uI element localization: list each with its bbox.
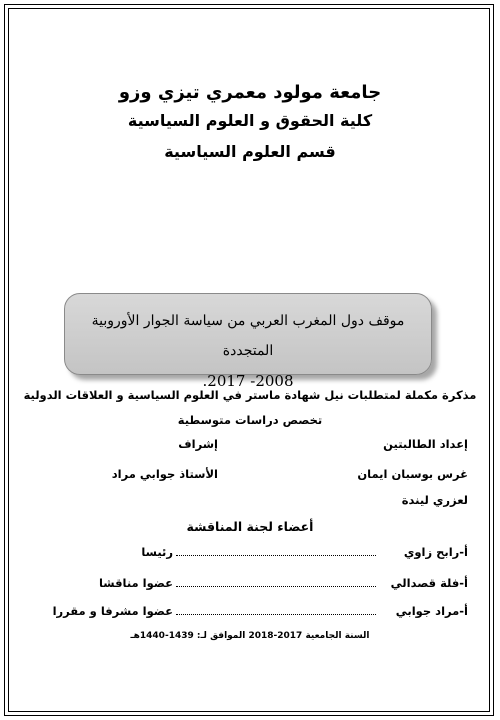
thesis-title-years: 2008- 2017. [202,372,294,390]
specialization: تخصص دراسات متوسطية [177,413,323,427]
committee-member-name: أ-رابح زاوي [403,545,468,559]
student-name-1: غرس بوسبان ايمان [357,467,468,481]
dotted-leader [176,555,376,556]
thesis-title-box [64,293,432,390]
student-name-2: لعزري ليندة [401,493,468,507]
committee-member-name: أ-مراد جوابي [395,604,468,618]
department-name: قسم العلوم السياسية [164,142,336,161]
committee-member-role: عضوا مناقشا [98,576,173,590]
committee-title: أعضاء لجنة المناقشة [186,519,314,534]
faculty-name: كلية الحقوق و العلوم السياسية [127,111,373,130]
supervision-label: إشراف [178,437,218,451]
committee-member-name: أ-فلة قصدالي [390,576,468,590]
dotted-leader [176,614,376,615]
university-name: جامعة مولود معمري تيزي وزو [118,82,382,103]
committee-member-role: عضوا مشرفا و مقررا [52,604,173,618]
committee-member-role: رئيسا [141,545,173,559]
dotted-leader [176,586,376,587]
academic-year: السنة الجامعية 2017-2018 الموافق لـ: 1439-1440هـ [130,631,370,641]
thesis-title-line1: موقف دول المغرب العربي من سياسة الجوار الأوروبية المتجددة [91,313,405,359]
prepared-by-label: إعداد الطالبتين [383,437,468,451]
memo-statement: مذكرة مكملة لمتطلبات نيل شهادة ماستر في العلوم السياسية و العلاقات الدولية [23,388,477,402]
supervisor-name: الأستاذ جوابي مراد [111,467,218,481]
